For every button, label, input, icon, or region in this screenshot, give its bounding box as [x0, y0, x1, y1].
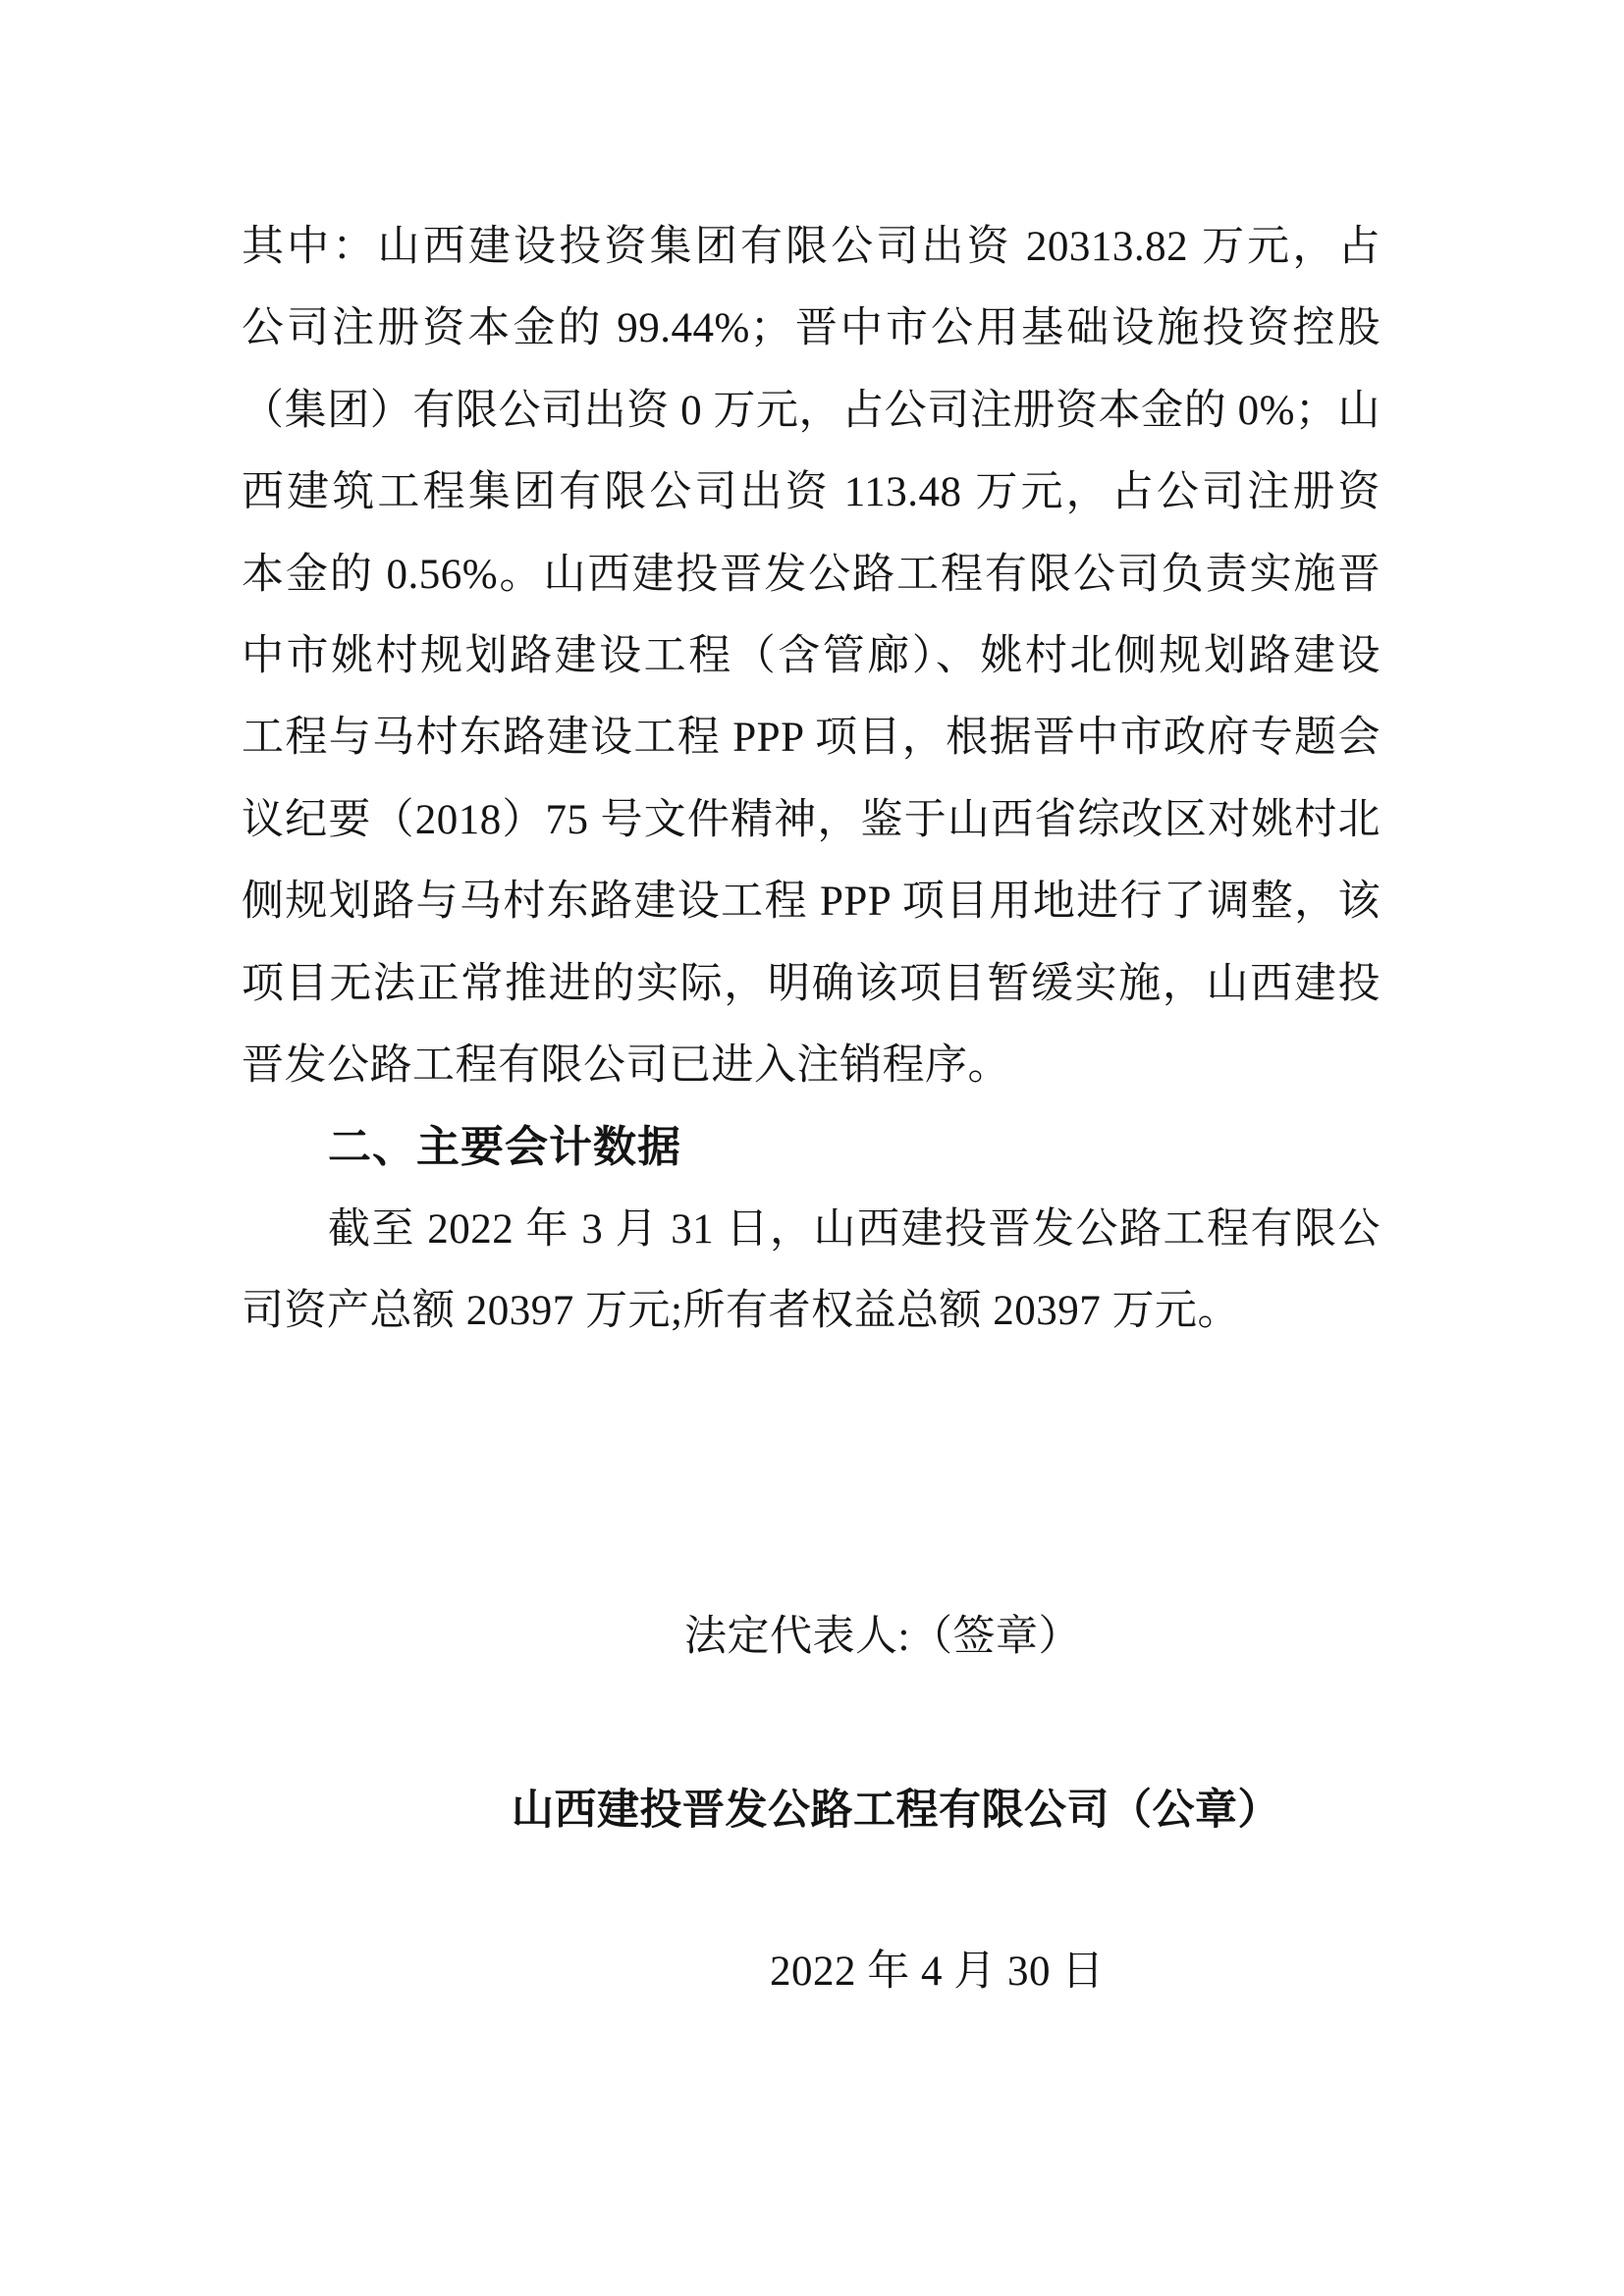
- signature-date: 2022 年 4 月 30 日: [770, 1949, 1105, 1995]
- text-line: 本金的 0.56%。山西建投晋发公路工程有限公司负责实施晋: [242, 551, 1380, 598]
- legal-representative-signature-line: 法定代表人:（签章）: [684, 1614, 1081, 1660]
- section-heading: 二、主要会计数据: [328, 1123, 681, 1172]
- text-line: 司资产总额 20397 万元;所有者权益总额 20397 万元。: [242, 1288, 1240, 1335]
- text-line: 公司注册资本金的 99.44%；晋中市公用基础设施投资控股: [242, 305, 1380, 352]
- text-line: 议纪要（2018）75 号文件精神，鉴于山西省综改区对姚村北: [242, 796, 1380, 843]
- text-line: 截至 2022 年 3 月 31 日，山西建投晋发公路工程有限公: [328, 1205, 1380, 1253]
- text-line: 晋发公路工程有限公司已进入注销程序。: [242, 1042, 1010, 1090]
- company-seal-line: 山西建投晋发公路工程有限公司（公章）: [512, 1788, 1280, 1834]
- text-line: （集团）有限公司出资 0 万元，占公司注册资本金的 0%；山: [242, 387, 1380, 434]
- text-line: 中市姚村规划路建设工程（含管廊）、姚村北侧规划路建设: [242, 633, 1380, 680]
- text-line: 工程与马村东路建设工程 PPP 项目，根据晋中市政府专题会: [242, 715, 1380, 762]
- main-text-block: [242, 206, 1380, 1353]
- text-line: 西建筑工程集团有限公司出资 113.48 万元，占公司注册资: [242, 469, 1380, 516]
- text-line: 项目无法正常推进的实际，明确该项目暂缓实施，山西建投: [242, 960, 1380, 1007]
- text-line: 侧规划路与马村东路建设工程 PPP 项目用地进行了调整，该: [242, 879, 1380, 926]
- text-line: 其中：山西建设投资集团有限公司出资 20313.82 万元，占: [242, 224, 1380, 270]
